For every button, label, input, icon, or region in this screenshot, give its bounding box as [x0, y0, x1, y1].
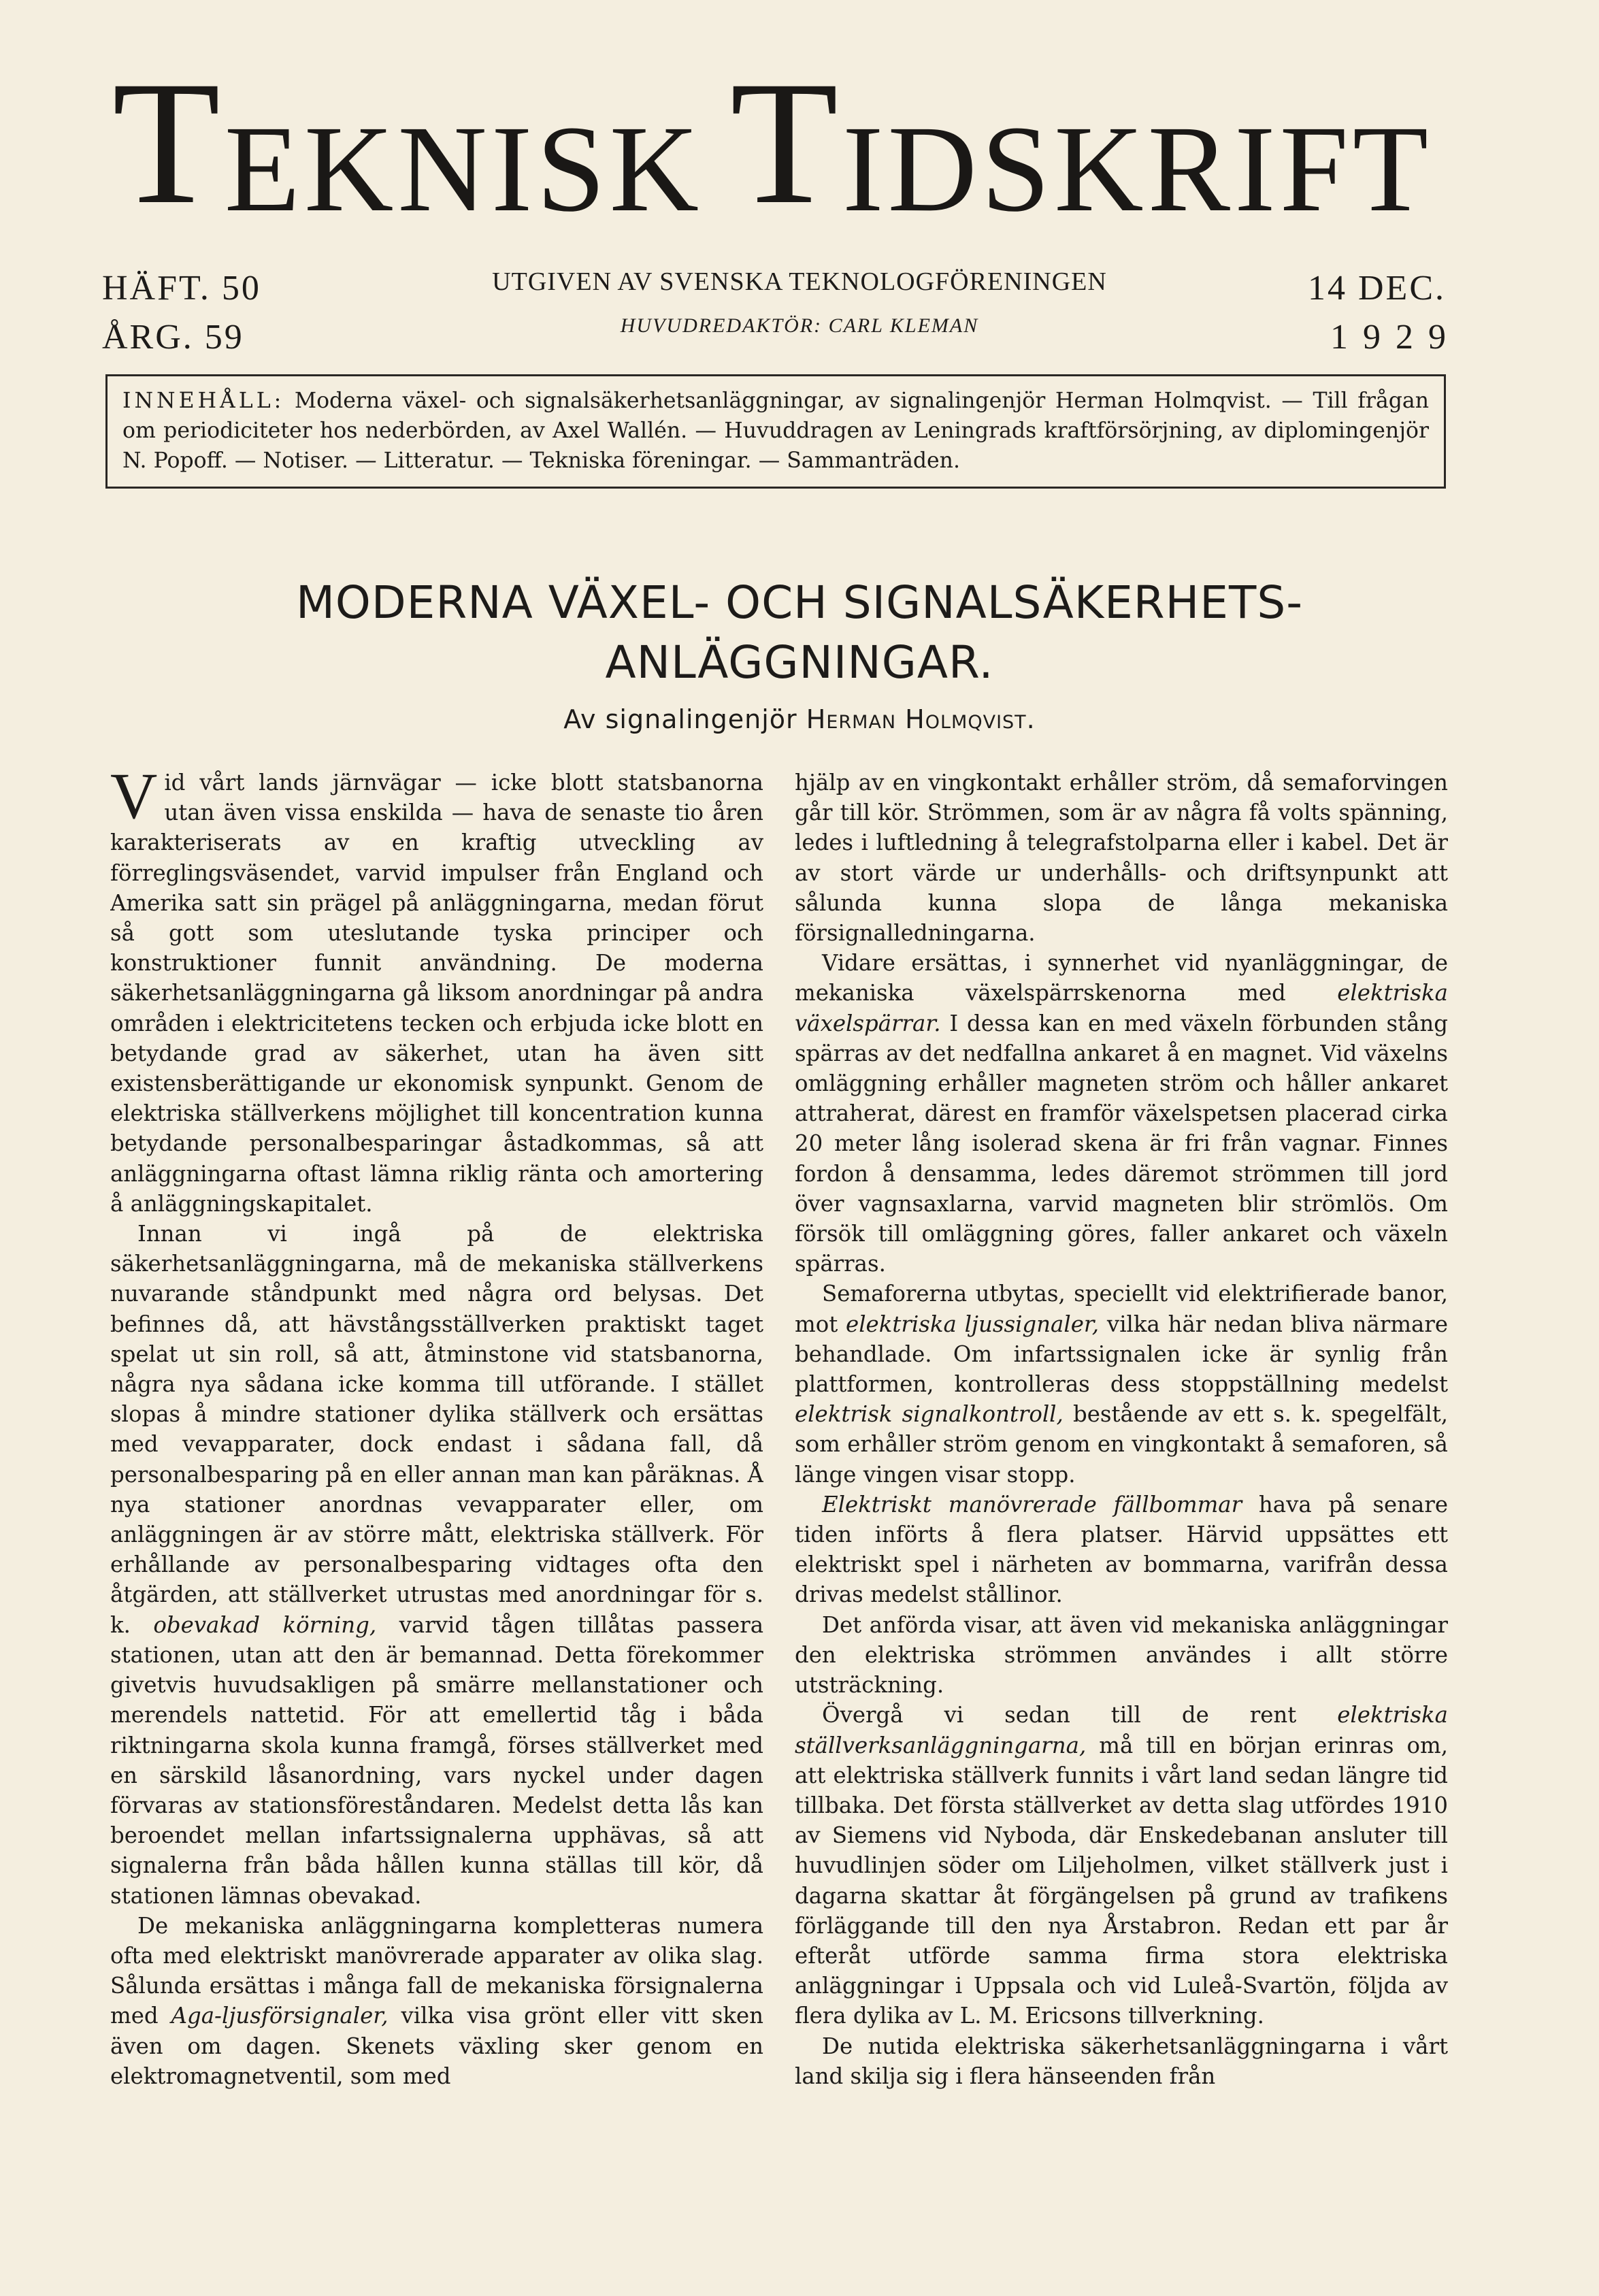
paragraph [795, 1610, 1448, 1701]
drop-cap: V [110, 768, 158, 832]
paragraph-text: Vidare ersättas, i synnerhet vid nyanläggningar, de mekaniska växelspärrskenorna med [795, 950, 1448, 1006]
paragraph-text: Semaforerna utbytas, speciellt vid elektrifierade banor, mot [795, 1281, 1448, 1337]
paragraph-text: hjälp av en vingkontakt erhåller ström, då semaforvingen går till kör. Strömmen, som är av några få volts spänning, ledes i luftledning å telegrafstolparna eller i kabel. Det är av stort värde ur underhålls- och driftsynpunkt att sålunda kunna slopa de långa mekaniska försignalledningarna. [795, 770, 1448, 947]
paragraph-text: må till en början erinras om, att elektriska ställverk funnits i vårt land sedan längre tid tillbaka. Det första ställverket av detta slag utfördes 1910 av Siemens vid Nyboda, där Enskedebanan ansluter till huvudlinjen söder om Liljeholmen, vilket ställverk just i dagarna skattar åt förgängelsen på grund av trafikens förläggande till den nya Årstabron. Redan ett par år efteråt utförde samma firma stora elektriska anläggningar i Uppsala och vid Luleå-Svartön, följda av flera dylika av L. M. Ericsons tillverkning. [795, 1732, 1448, 2029]
text-column-right [795, 768, 1448, 2142]
paragraph-text: vilka här nedan bliva närmare behandlade. Om infartssignalen icke är synlig från plattformen, kontrolleras dess stoppställning medelst [795, 1311, 1448, 1398]
paragraph-text: bestående av ett s. k. spegelfält, som erhåller ström genom en vingkontakt å semaforen, så länge vingen visar stopp. [795, 1401, 1448, 1488]
issue-number-block [102, 264, 261, 362]
italic-term: Aga-ljusförsignaler, [171, 2003, 389, 2029]
italic-term: elektriska växelspärrar. [795, 980, 1448, 1036]
text-column-left [110, 768, 763, 2142]
paragraph [795, 1279, 1448, 1489]
italic-term: Elektriskt manövrerade fällbommar [822, 1491, 1242, 1518]
article-byline [136, 704, 1463, 734]
paragraph-text: I dessa kan en med växeln förbunden stång spärras av det nedfallna ankaret å en magnet. Vid växelns omläggning erhåller magneten ström och håller ankaret attraherat, därest en framför växelspetsen placerad cirka 20 meter lång isolerad skena är fri från vagnar. Finnes fordon å densamma, ledes däremot strömmen till jord över vagnsaxlarna, varvid magneten blir strömlös. Om försök till omläggning göres, faller ankaret och växeln spärras. [795, 1010, 1448, 1277]
masthead-word-1: EKNISK [224, 101, 704, 237]
issue-number: HÄFT. 50 [102, 269, 261, 308]
editor-line: HUVUDREDAKTÖR: CARL KLEMAN [620, 314, 979, 337]
paragraph [795, 948, 1448, 1279]
italic-term: elektriska ställverksanläggningarna, [795, 1702, 1448, 1758]
masthead-title [88, 45, 1456, 241]
paragraph [795, 2031, 1448, 2091]
masthead-initial-2: T [730, 45, 842, 241]
italic-term: obevakad körning, [153, 1611, 377, 1638]
paragraph [110, 1219, 763, 1911]
paragraph [110, 768, 763, 1219]
byline-prefix: Av signalingenjör [563, 704, 797, 734]
italic-term: elektriska ljussignaler, [846, 1311, 1100, 1337]
byline-author: Herman Holmqvist. [806, 704, 1036, 734]
contents-label: INNEHÅLL: [122, 389, 285, 413]
paragraph [110, 1911, 763, 2091]
paragraph-text: De mekaniska anläggningarna kompletteras numera ofta med elektriskt manövrerade apparater av olika slag. Sålunda ersättas i många fall de mekaniska försignalerna med [110, 1912, 763, 2029]
italic-term: elektrisk signalkontroll, [795, 1401, 1064, 1428]
masthead-initial-1: T [112, 45, 225, 241]
paragraph [795, 768, 1448, 948]
paragraph-text: Det anförda visar, att även vid mekaniska anläggningar den elektriska strömmen användes i allt större utsträckning. [795, 1611, 1448, 1699]
issue-year: 1929 [1330, 318, 1461, 357]
article-title-line-1: MODERNA VÄXEL- OCH SIGNALSÄKERHETS- [295, 576, 1304, 629]
masthead-word-2: IDSKRIFT [842, 101, 1433, 237]
paragraph-text: De nutida elektriska säkerhetsanläggningarna i vårt land skilja sig i flera hänseenden från [795, 2033, 1448, 2089]
publisher-line: UTGIVEN AV SVENSKA TEKNOLOGFÖRENINGEN [492, 267, 1107, 296]
paragraph-text: hava på senare tiden införts å flera platser. Härvid uppsättes ett elektriskt spel i närheten av bommarna, varifrån dessa drivas medelst stållinor. [795, 1491, 1448, 1608]
paragraph-text: id vårt lands järnvägar — icke blott statsbanorna utan även vissa enskilda — hava de senaste tio åren karakteriserats av en kraftig utveckling av förreglingsväsendet, varvid impulser från England och Amerika satt sin prägel på anläggningarna, medan förut så gott som uteslutande tyska principer och konstruktioner funnit användning. De moderna säkerhetsanläggningarna gå liksom anordningar på andra områden i elektricitetens tecken och erbjuda icke blott en betydande grad av säkerhet, utan ha även sitt existensberättigande ur ekonomisk synpunkt. Genom de elektriska ställverkens möjlighet till koncentration kunna betydande personalbesparingar åstadkommas, så att anläggningarna oftast lämna riklig ränta och amortering å anläggningskapitalet. [110, 770, 763, 1217]
article-title [136, 573, 1463, 693]
article-title-line-2: ANLÄGGNINGAR. [605, 636, 994, 689]
volume-number: ÅRG. 59 [102, 318, 244, 357]
paragraph [795, 1700, 1448, 2031]
paragraph-text: vilka visa grönt eller vitt sken även om dagen. Skenets växling sker genom en elektromagnetventil, som med [110, 2003, 763, 2089]
paragraph-text: Övergå vi sedan till de rent [822, 1702, 1297, 1728]
issue-date: 14 DEC. [1308, 269, 1446, 308]
paragraph [795, 1490, 1448, 1610]
issue-date-block [1308, 264, 1461, 362]
table-of-contents-box [105, 374, 1446, 489]
contents-text: Moderna växel- och signalsäkerhetsanläggningar, av signalingenjör Herman Holmqvist. — Till frågan om periodiciteter hos nederbörden, av Axel Wallén. — Huvuddragen av Leningrads kraftförsörjning, av diplomingenjör N. Popoff. — Notiser. — Litteratur. — Tekniska föreningar. — Sammanträden. [122, 389, 1429, 473]
paragraph-text: varvid tågen tillåtas passera stationen, utan att den är bemannad. Detta förekommer givetvis huvudsakligen på smärre mellanstationer och merendels nattetid. För att emellertid tåg i båda riktningarna skola kunna framgå, förses ställverket med en särskild låsanordning, vars nyckel under dagen förvaras av stationsföreståndaren. Medelst detta lås kan beroendet mellan infartssignalerna upphävas, så att signalerna från båda hållen kunna ställas till kör, då stationen lämnas obevakad. [110, 1611, 763, 1909]
paragraph-text: Innan vi ingå på de elektriska säkerhetsanläggningarna, må de mekaniska ställverkens nuvarande ståndpunkt med några ord belysas. Det befinnes då, att hävstångsställverken praktiskt taget spelat ut sin roll, så att, åtminstone vid statsbanorna, några nya sådana icke komma till utförande. I stället slopas å mindre stationer dylika ställverk och ersättas med vevapparater, dock endast i sådana fall, då personalbesparing på en eller annan man kan påräknas. Å nya stationer anordnas vevapparater eller, om anläggningen är av större mått, elektriska ställverk. För erhållande av personalbesparing vidtages ofta den åtgärden, att ställverket utrustas med anordningar för s. k. [110, 1221, 763, 1638]
